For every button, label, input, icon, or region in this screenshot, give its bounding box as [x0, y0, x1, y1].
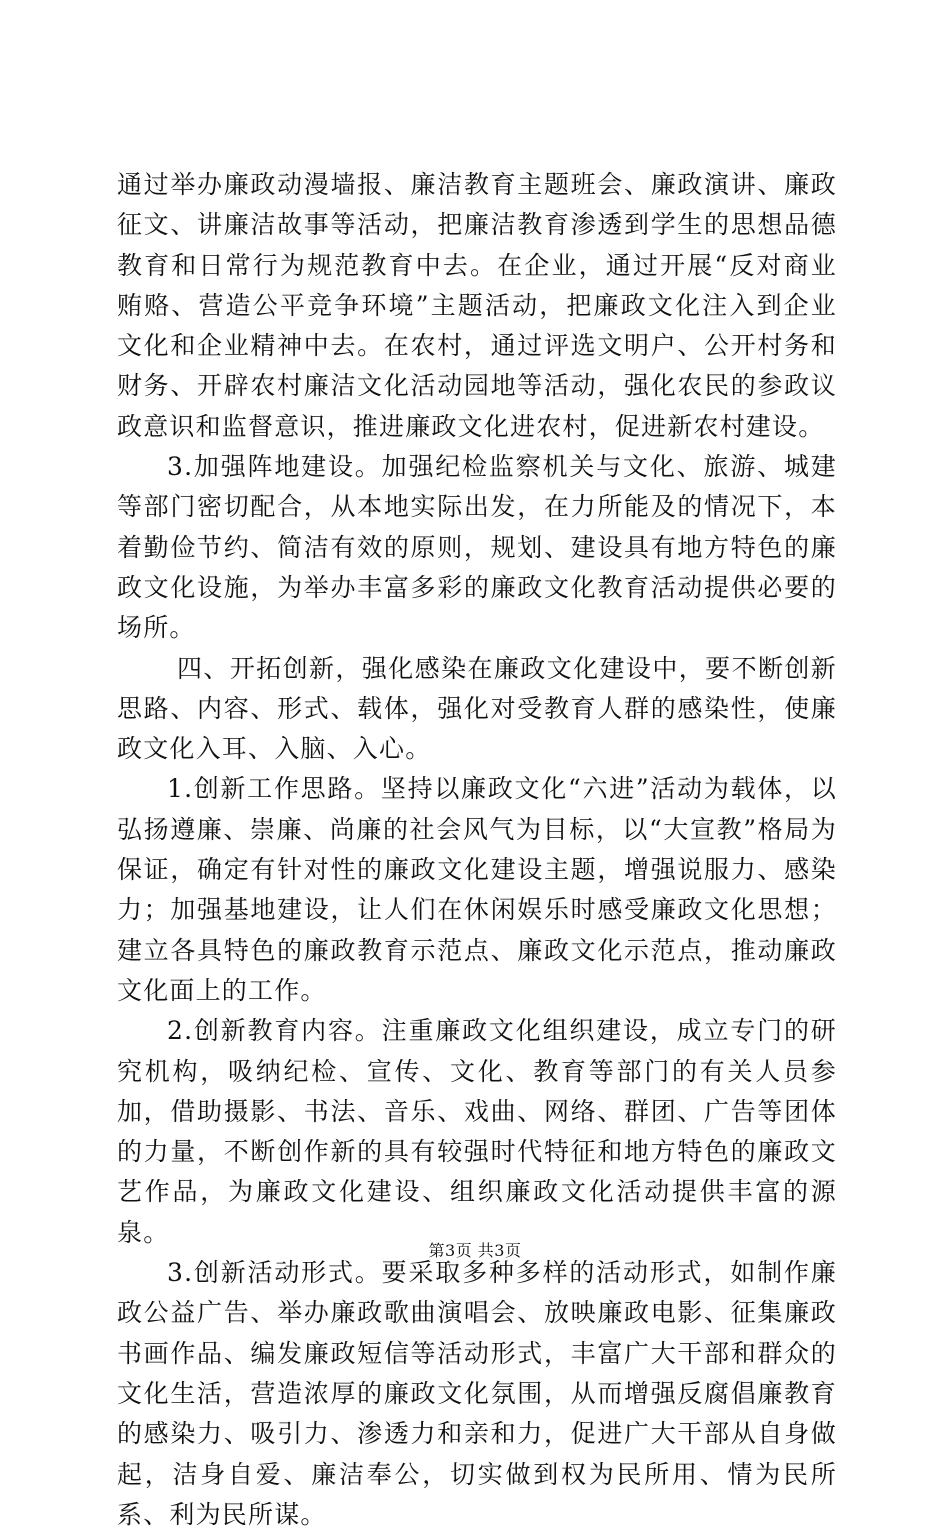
- paragraph-continuation: 通过举办廉政动漫墙报、廉洁教育主题班会、廉政演讲、廉政征文、讲廉洁故事等活动，把廉洁教育渗透到学生的思想品德教育和日常行为规范教育中去。在企业，通过开展“反对商业贿赂、营造公平竞争环境”主题活动，把廉政文化注入到企业文化和企业精神中去。在农村，通过评选文明户、公开村务和财务、开辟农村廉洁文化活动园地等活动，强化农民的参政议政意识和监督意识，推进廉政文化进农村，促进新农村建设。: [117, 170, 837, 441]
- page-number-footer: 第3页 共3页: [428, 1241, 522, 1260]
- paragraph-position-building: 3.加强阵地建设。加强纪检监察机关与文化、旅游、城建等部门密切配合，从本地实际出发，在力所能及的情况下，本着勤俭节约、简洁有效的原则，规划、建设具有地方特色的廉政文化设施，为举办丰富多彩的廉政文化教育活动提供必要的场所。: [117, 452, 837, 643]
- paragraph-section-four-heading: 四、开拓创新，强化感染在廉政文化建设中，要不断创新思路、内容、形式、载体，强化对受教育人群的感染性，使廉政文化入耳、入脑、入心。: [117, 653, 837, 764]
- paragraph-innovate-activities: 3.创新活动形式。要采取多种多样的活动形式，如制作廉政公益广告、举办廉政歌曲演唱会、放映廉政电影、征集廉政书画作品、编发廉政短信等活动形式，丰富广大干部和群众的文化生活，营造浓厚的廉政文化氛围，从而增强反腐倡廉教育的感染力、吸引力、渗透力和亲和力，促进广大干部从自身做起，洁身自爱、廉洁奉公，切实做到权为民所用、情为民所系、利为民所谋。: [117, 1258, 837, 1529]
- paragraph-innovate-thinking: 1.创新工作思路。坚持以廉政文化“六进”活动为载体，以弘扬遵廉、崇廉、尚廉的社会风气为目标，以“大宣教”格局为保证，确定有针对性的廉政文化建设主题，增强说服力、感染力；加强基地建设，让人们在休闲娱乐时感受廉政文化思想；建立各具特色的廉政教育示范点、廉政文化示范点，推动廉政文化面上的工作。: [117, 774, 837, 1005]
- document-body: [117, 165, 837, 1535]
- paragraph-innovate-content: 2.创新教育内容。注重廉政文化组织建设，成立专门的研究机构，吸纳纪检、宣传、文化、教育等部门的有关人员参加，借助摄影、书法、音乐、戏曲、网络、群团、广告等团体的力量，不断创作新的具有较强时代特征和地方特色的廉政文艺作品，为廉政文化建设、组织廉政文化活动提供丰富的源泉。: [117, 1016, 837, 1247]
